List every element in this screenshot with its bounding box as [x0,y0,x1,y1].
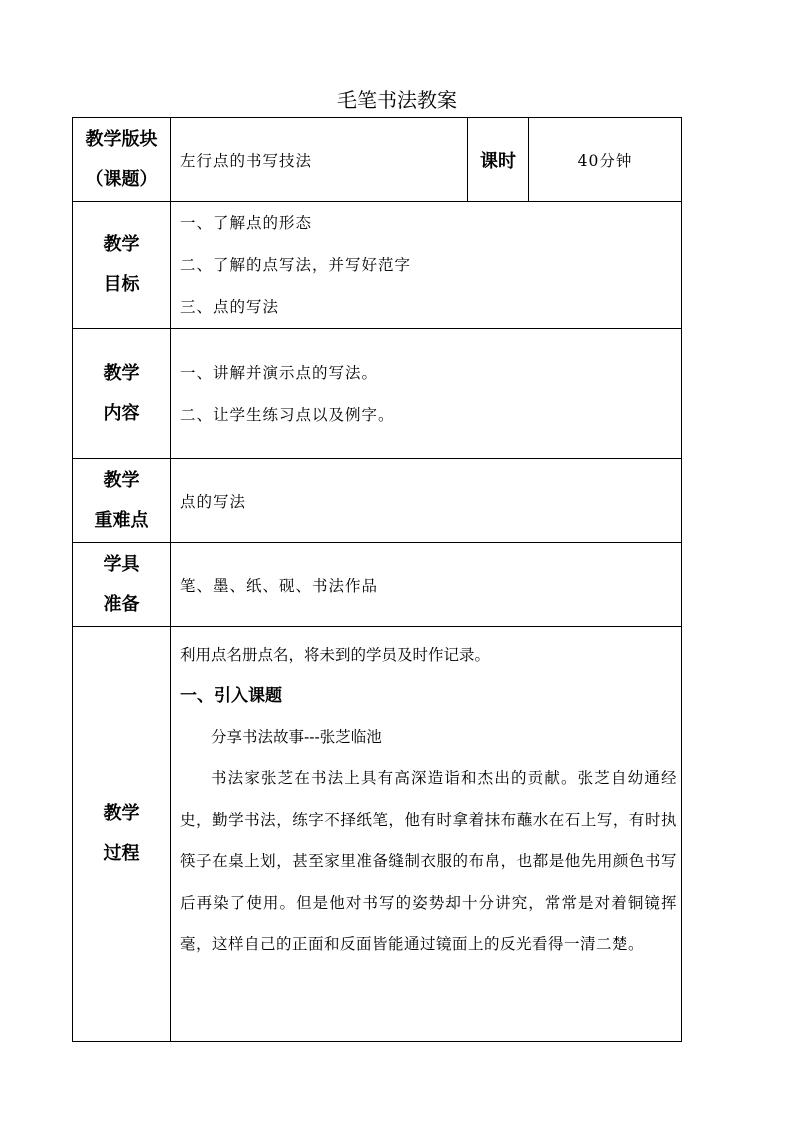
process-body [171,627,682,1042]
row-goals [73,202,682,329]
process-label-line2: 过程 [103,843,140,864]
story-paragraph: 书法家张芝在书法上具有高深造诣和杰出的贡献。张芝自幼通经史，勤学书法，练字不择纸笔，他有时拿着抹布蘸水在石上写，有时执筷子在桌上划，甚至家里准备缝制衣服的布帛，也都是他先用颜色书写后再染了使用。但是他对书写的姿势却十分讲究，常常是对着铜镜挥毫，这样自己的正面和反面皆能通过镜面上的反光看得一清二楚。 [180,769,677,953]
goal-item: 三、点的写法 [180,298,280,316]
row-difficulty [73,459,682,543]
process-label-line1: 教学 [103,803,140,824]
row-process [73,627,682,1042]
goals-list [171,202,682,329]
process-label-cell [73,627,171,1042]
content-item: 一、讲解并演示点的写法。 [180,363,379,382]
content-label-line2: 内容 [103,402,140,424]
row-content [73,329,682,459]
row-module [73,118,682,202]
module-value: 左行点的书写技法 [171,118,468,202]
story-title: 分享书法故事---张芝临池 [211,728,382,746]
process-intro: 利用点名册点名，将未到的学员及时作记录。 [180,646,491,664]
goal-item: 一、了解点的形态 [180,214,313,232]
difficulty-value: 点的写法 [171,459,682,543]
tools-label-cell [73,543,171,627]
goals-label-line2: 目标 [103,274,140,295]
difficulty-label-line1: 教学 [103,469,140,491]
tools-label-line2: 准备 [103,593,140,615]
module-label-line1: 教学版块 [85,128,158,150]
goals-label-cell [73,202,171,329]
difficulty-label-line2: 重难点 [94,509,149,531]
tools-label-line1: 学具 [103,553,140,575]
module-label-cell [73,118,171,202]
content-label-cell [73,329,171,459]
tools-value: 笔、墨、纸、砚、书法作品 [171,543,682,627]
content-label-line1: 教学 [103,362,140,384]
goal-item: 二、了解的点写法，并写好范字 [180,256,412,274]
period-value: 40分钟 [529,118,682,202]
document-title: 毛笔书法教案 [337,88,457,112]
goals-label-line1: 教学 [103,234,140,255]
row-tools [73,543,682,627]
content-list [171,329,682,459]
section-heading: 一、引入课题 [180,686,282,706]
module-label-line2: （课题） [85,168,158,190]
difficulty-label-cell [73,459,171,543]
lesson-plan-table [72,117,682,1042]
content-item: 二、让学生练习点以及例字。 [180,405,395,424]
period-label: 课时 [468,118,529,202]
